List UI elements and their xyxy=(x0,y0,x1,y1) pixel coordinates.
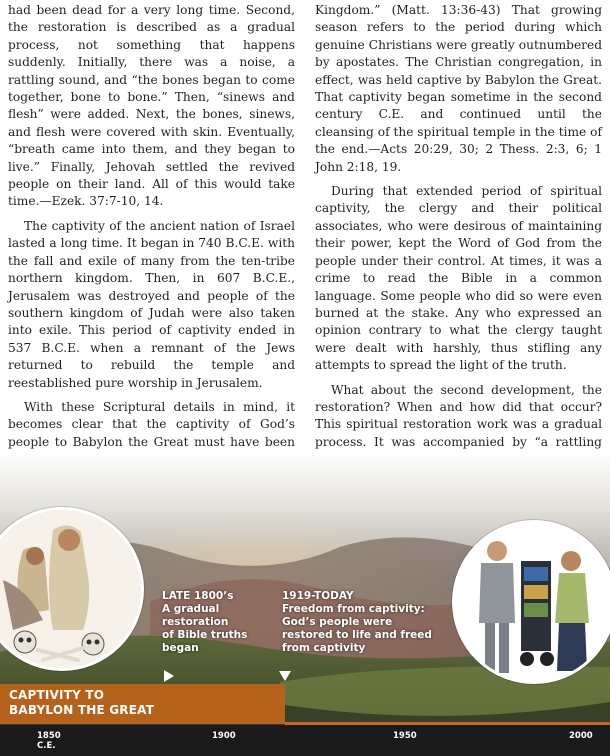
label-line: from captivity xyxy=(282,642,366,654)
captivity-label xyxy=(9,688,279,718)
literature-cart-icon xyxy=(455,523,610,681)
label-line: Freedom from captivity: xyxy=(282,603,425,615)
text-column-left xyxy=(8,2,295,521)
label-line: of Bible truths xyxy=(162,629,248,641)
text-column-right xyxy=(315,2,602,521)
paragraph: What about the second development, the restoration? When and how did that occur? This spiritual restoration work was a gradual process. It was accompanied by “a rattling xyxy=(315,382,602,449)
captivity-label-line: CAPTIVITY TO xyxy=(9,688,105,702)
label-line: restoration xyxy=(162,616,229,628)
captivity-label-line: BABYLON THE GREAT xyxy=(9,703,155,717)
label-line: began xyxy=(162,642,199,654)
label-line: God’s people were xyxy=(282,616,393,628)
year-label-2000: 2000 xyxy=(569,731,593,741)
label-late-1800s xyxy=(162,590,282,655)
label-line: restored to life and freed xyxy=(282,629,432,641)
label-line: A gradual xyxy=(162,603,220,615)
arrow-right-icon xyxy=(164,670,174,682)
timeline-axis xyxy=(0,725,610,756)
paragraph: had been dead for a very long time. Second, the restoration is described as a gradual process, not something that happens suddenly. Initially, there was a noise, a rattling sound, and “the bones began to come together, bone to bone.” Then, “sinews and flesh” were added. Next, the bones, sinews, and flesh were covered with skin. Eventually, “breath came into them, and they began to live.” Finally, Jehovah settled the revived people on their land. All of this would take time.—Ezek. 37:7-10, 14. xyxy=(8,3,295,209)
paragraph: During that extended period of spiritual captivity, the clergy and their political associates, who were desirous of maintaining their power, kept the Word of God from the people under their control. At times, it was a crime to read the Bible in a common language. Some people who did so were even burned at the stake. Any who expressed an opinion contrary to what the clergy taught were dealt with harshly, thus stifling any attempts to spread the light of the truth. xyxy=(315,184,602,373)
paragraph: Kingdom.” (Matt. 13:36-43) That growing season refers to the period during which genuine Christians were greatly outnumbered by apostates. The Christian congregation, in effect, was held captive by Babylon the Great. That captivity began sometime in the second century C.E. and continued until the cleansing of the spiritual temple in the time of the end.—Acts 20:29, 30; 2 Thess. 2:3, 6; 1 John 2:18, 19. xyxy=(315,3,602,174)
paragraph: With these Scriptural details in mind, it becomes clear that the captivity of God’s people to Babylon the Great must have been xyxy=(8,399,295,449)
skeleton-icon xyxy=(0,510,141,668)
couple-illustration xyxy=(452,520,610,684)
label-1919-today xyxy=(282,590,432,655)
label-heading: LATE 1800’s xyxy=(162,590,234,602)
year-label-1900: 1900 xyxy=(212,731,236,741)
year-label-1850: 1850 xyxy=(37,731,61,741)
arrow-down-icon xyxy=(279,671,291,681)
paragraph: The captivity of the ancient nation of Israel lasted a long time. It began in 740 B.C.E. with the fall and exile of many from the ten-tribe northern kingdom. Then, in 607 B.C.E., Jerusalem was destroyed and people of the southern kingdom of Judah were also taken into exile. This period of captivity ended in 537 B.C.E. when a remnant of the Jews returned to rebuild the temple and reestablished pure worship in Jerusalem. xyxy=(8,218,295,390)
year-label-1950: 1950 xyxy=(393,731,417,741)
label-heading: 1919-TODAY xyxy=(282,590,354,602)
era-label: C.E. xyxy=(37,741,56,751)
